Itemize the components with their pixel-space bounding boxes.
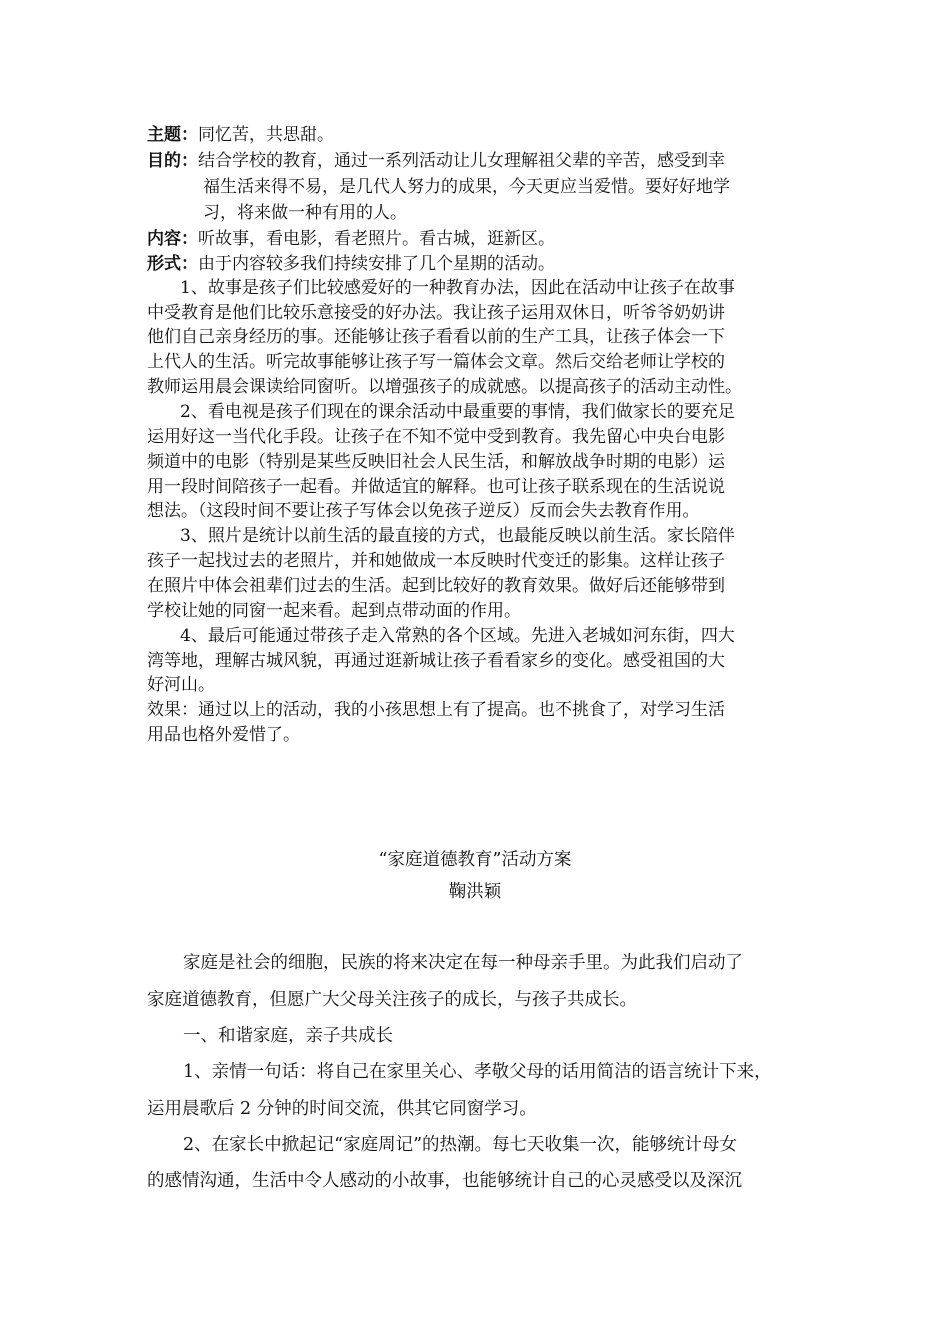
goal-label: 目的 xyxy=(147,151,181,171)
item-line: 运用晨歌后 2 分钟的时间交流，供其它同窗学习。 xyxy=(147,1099,537,1119)
item-line: 2、在家长中掀起记“家庭周记”的热潮。每七天收集一次，能够统计母女 xyxy=(183,1135,738,1155)
intro-line: 家庭道德教育，但愿广大父母关注孩子的成长，与孩子共成长。 xyxy=(147,990,637,1010)
theme-label: 主题 xyxy=(147,125,181,145)
item-line: 的感情沟通，生活中令人感动的小故事，也能够统计自己的心灵感受以及深沉 xyxy=(147,1171,742,1191)
form-text: 由于内容较多我们持续安排了几个星期的活动。 xyxy=(198,254,555,274)
goal-line: 福生活来得不易，是几代人努力的成果，今天更应当爱惜。要好好地学 xyxy=(203,177,730,197)
paragraph-line: 教师运用晨会课读给同窗听。以增强孩子的成就感。以提高孩子的活动主动性。 xyxy=(147,377,742,397)
content-label: 内容 xyxy=(147,229,181,249)
content-text: 听故事，看电影，看老照片。看古城，逛新区。 xyxy=(198,229,555,249)
content-row: 内容：听故事，看电影，看老照片。看古城，逛新区。 xyxy=(147,229,555,249)
paragraph-line: 上代人的生活。听完故事能够让孩子写一篇体会文章。然后交给老师让学校的 xyxy=(147,352,725,372)
paragraph-line: 孩子一起找过去的老照片，并和她做成一本反映时代变迁的影集。这样让孩子 xyxy=(147,551,725,571)
paragraph-line: 想法。（这段时间不要让孩子写体会以免孩子逆反）反而会失去教育作用。 xyxy=(147,501,700,521)
section-heading: 一、和谐家庭，亲子共成长 xyxy=(183,1026,393,1046)
form-row: 形式：由于内容较多我们持续安排了几个星期的活动。 xyxy=(147,254,555,274)
paragraph-line: 2、看电视是孩子们现在的课余活动中最重要的事情，我们做家长的要充足 xyxy=(180,402,735,422)
paragraph-line: 用一段时间陪孩子一起看。并做适宜的解释。也可让孩子联系现在的生活说说 xyxy=(147,477,725,497)
paragraph-line: 在照片中体会祖辈们过去的生活。起到比较好的教育效果。做好后还能够带到 xyxy=(147,576,725,596)
form-label: 形式 xyxy=(147,254,181,274)
goal-line: 结合学校的教育，通过一系列活动让儿女理解祖父辈的辛苦，感受到幸 xyxy=(198,151,725,171)
goal-line: 习，将来做一种有用的人。 xyxy=(203,203,407,223)
item-line: 1、亲情一句话：将自己在家里关心、孝敬父母的话用简洁的语言统计下来， xyxy=(183,1062,772,1082)
theme-row: 主题：同忆苦，共思甜。 xyxy=(147,125,334,145)
paragraph-line: 1、故事是孩子们比较感爱好的一种教育办法，因此在活动中让孩子在故事 xyxy=(180,278,735,298)
paragraph-line: 4、最后可能通过带孩子走入常熟的各个区域。先进入老城如河东街，四大 xyxy=(180,626,735,646)
paragraph-line: 频道中的电影（特别是某些反映旧社会人民生活，和解放战争时期的电影）运 xyxy=(147,452,725,472)
paragraph-line: 运用好这一当代化手段。让孩子在不知不觉中受到教育。我先留心中央台电影 xyxy=(147,427,725,447)
paragraph-line: 中受教育是他们比较乐意接受的好办法。我让孩子运用双休日，听爷爷奶奶讲 xyxy=(147,303,725,323)
effect-line: 效果：通过以上的活动，我的小孩思想上有了提高。也不挑食了，对学习生活 xyxy=(147,700,725,720)
paragraph-line: 湾等地，理解古城风貌，再通过逛新城让孩子看看家乡的变化。感受祖国的大 xyxy=(147,651,725,671)
paragraph-line: 3、照片是统计以前生活的最直接的方式，也最能反映以前生活。家长陪伴 xyxy=(180,526,735,546)
intro-line: 家庭是社会的细胞，民族的将来决定在每一种母亲手里。为此我们启动了 xyxy=(183,953,743,973)
paragraph-line: 他们自己亲身经历的事。还能够让孩子看看以前的生产工具，让孩子体会一下 xyxy=(147,327,725,347)
theme-text: 同忆苦，共思甜。 xyxy=(198,125,334,145)
plan-author: 鞠洪颖 xyxy=(448,882,502,902)
goal-row: 目的：结合学校的教育，通过一系列活动让儿女理解祖父辈的辛苦，感受到幸 xyxy=(147,151,725,171)
paragraph-line: 学校让她的同窗一起来看。起到点带动面的作用。 xyxy=(147,601,521,621)
effect-line: 用品也格外爱惜了。 xyxy=(147,725,300,745)
plan-title: “家庭道德教育”活动方案 xyxy=(378,850,572,870)
paragraph-line: 好河山。 xyxy=(147,675,215,695)
